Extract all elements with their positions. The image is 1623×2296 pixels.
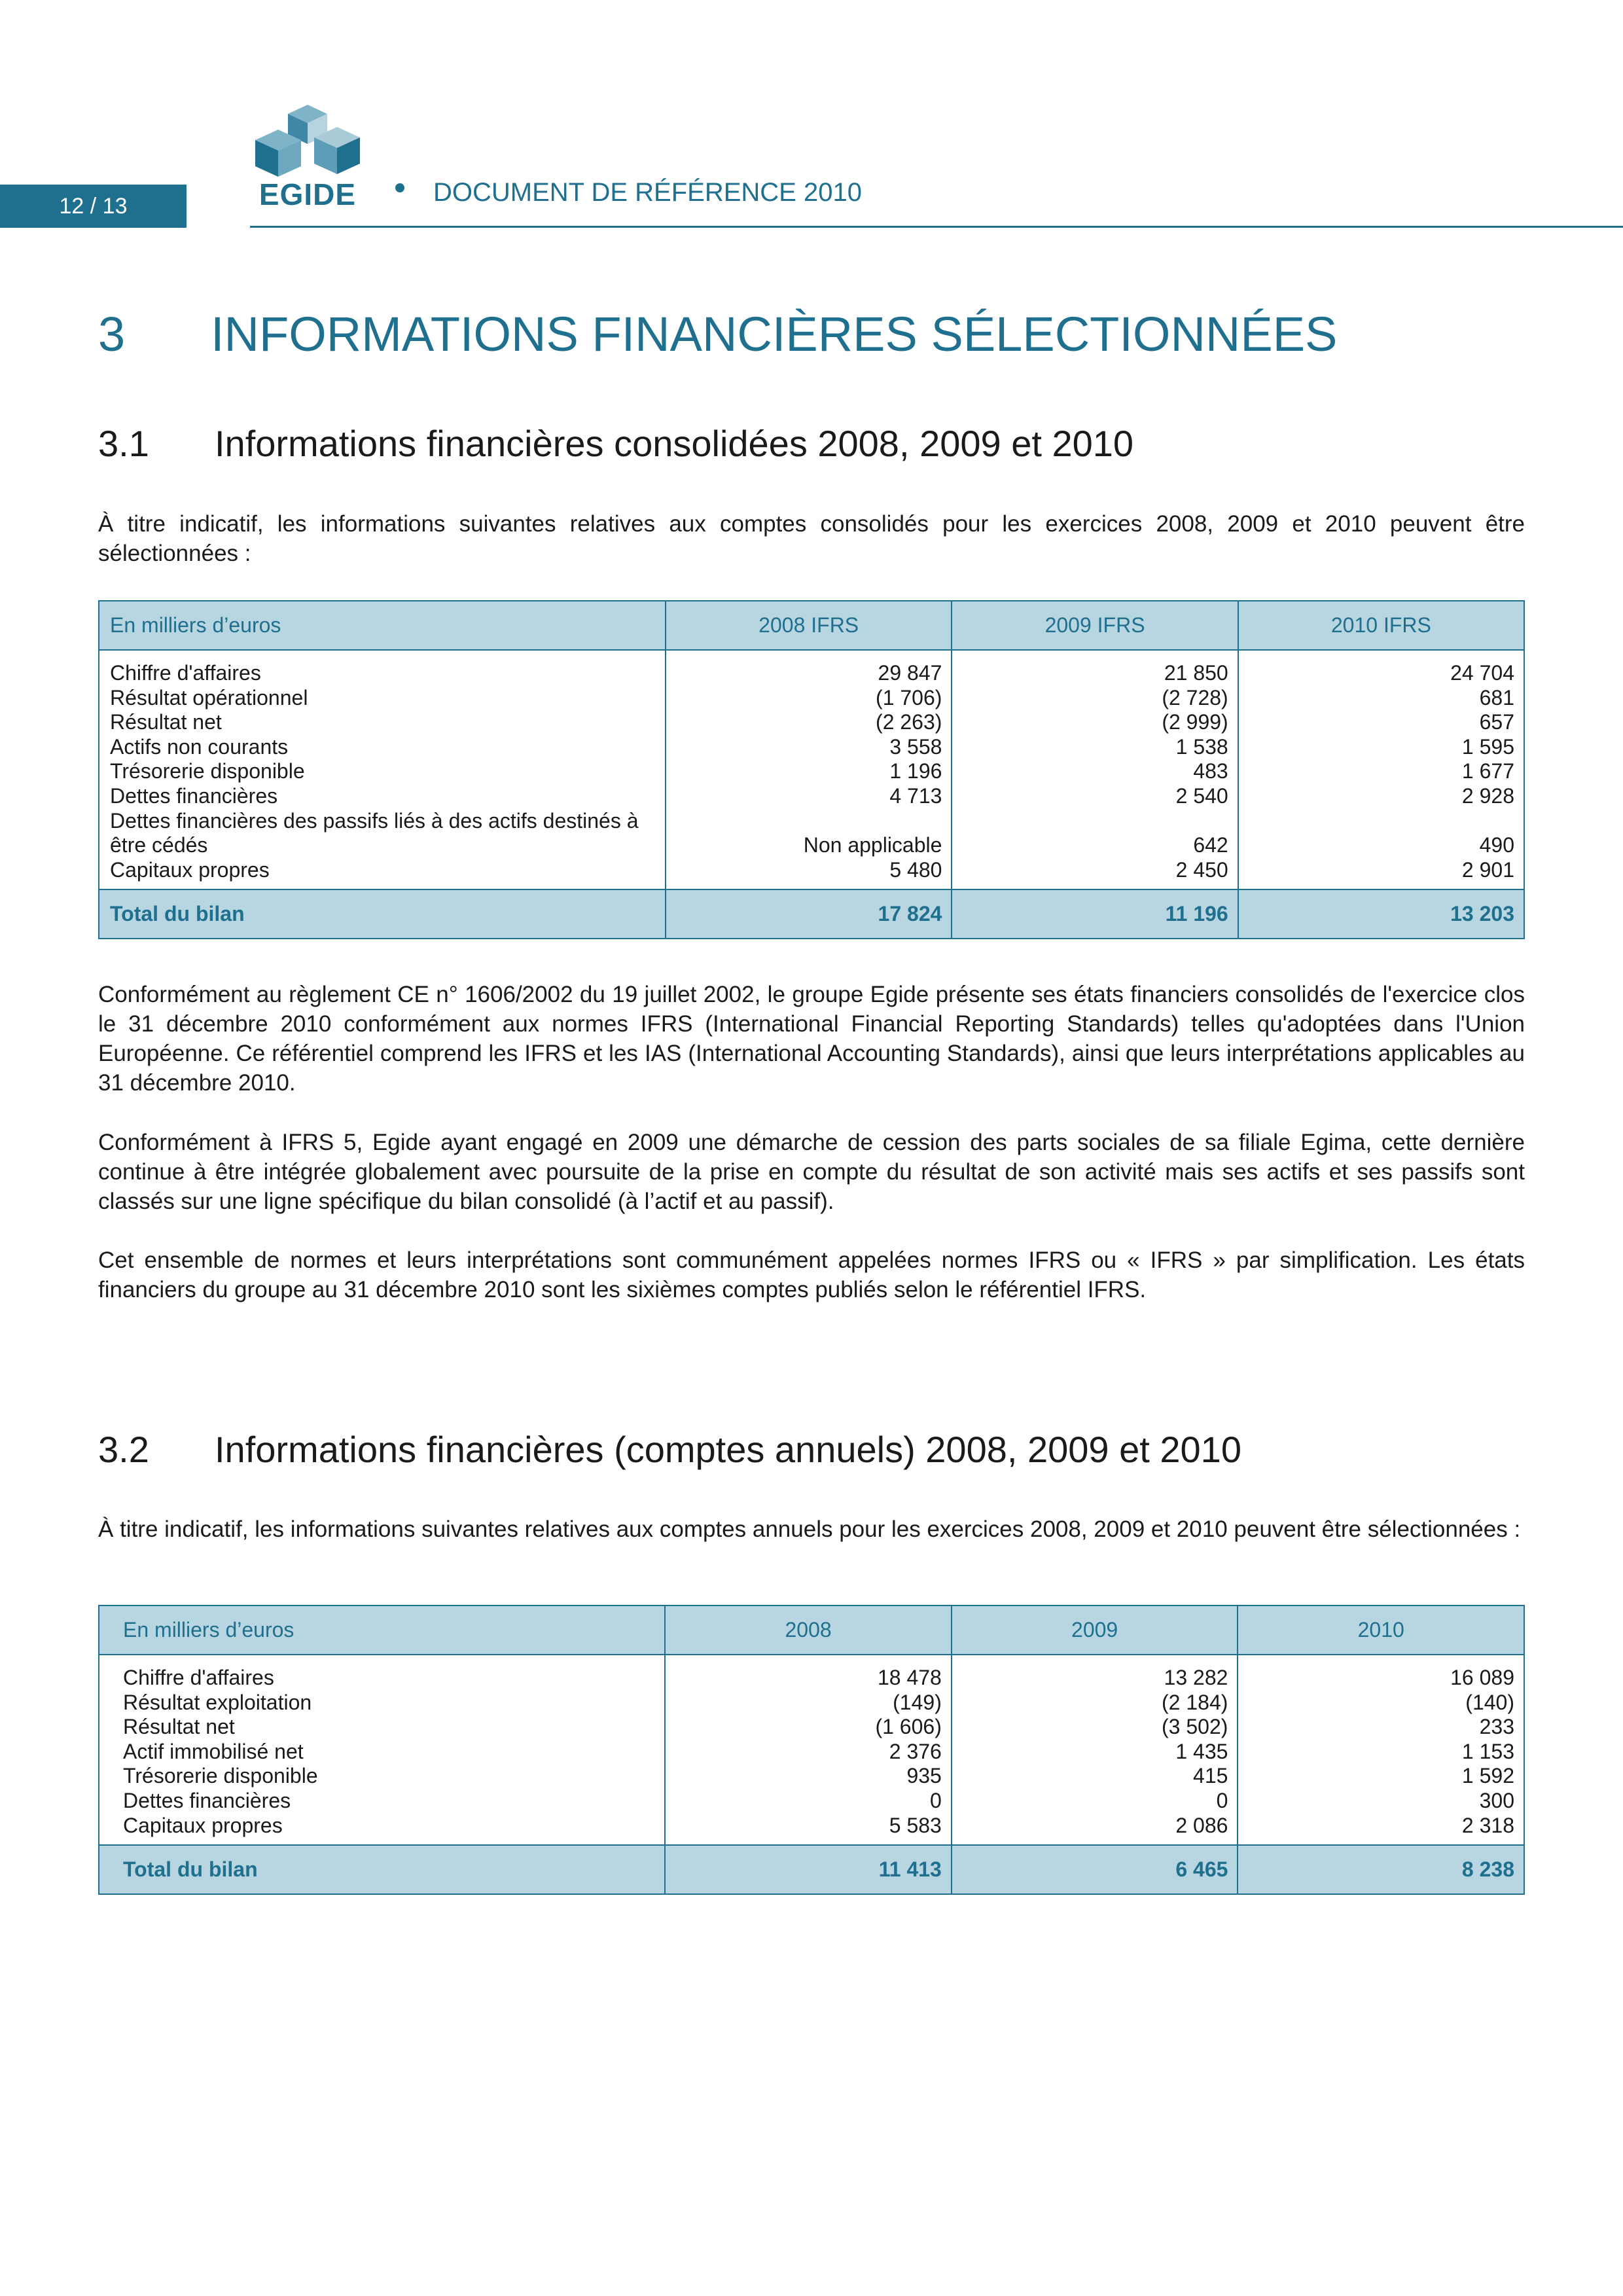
value-cell: 1 538: [1175, 734, 1228, 759]
value-cell: 2 376: [889, 1739, 942, 1763]
row-label: Dettes financières: [110, 783, 278, 808]
total-value: 6 465: [952, 1845, 1238, 1894]
ifrs-paragraph-3: Cet ensemble de normes et leurs interprétations sont communément appelées normes IFRS ou « IFRS » par simplification. Les états financiers du groupe au 31 décembre 2010 sont les sixièmes comptes publiés selon le référentiel IFRS.: [98, 1247, 1525, 1302]
value-cell: 1 677: [1461, 759, 1514, 783]
value-cell: 16 089: [1450, 1666, 1514, 1689]
value-cell: (1 706): [876, 685, 942, 709]
section-3-1-title: Informations financières consolidées 2008, 2009 et 2010: [215, 423, 1134, 464]
section-3-2-number: 3.2: [98, 1429, 149, 1470]
table-header-row: [99, 1605, 1524, 1655]
value-cell: 2 318: [1461, 1813, 1514, 1837]
value-cell: 233: [1479, 1715, 1514, 1739]
value-cell: 0: [930, 1788, 942, 1812]
value-cell: 681: [1479, 685, 1514, 709]
section-3-1-number: 3.1: [98, 423, 149, 464]
value-cell: 2 901: [1461, 857, 1514, 882]
value-cell: 5 583: [889, 1813, 942, 1837]
total-label: Total du bilan: [99, 889, 666, 939]
value-cell: (3 502): [1162, 1715, 1228, 1739]
value-cell: (2 263): [876, 710, 942, 734]
row-label: Résultat exploitation: [123, 1690, 312, 1714]
row-label: Résultat opérationnel: [110, 685, 308, 709]
value-cell: (2 184): [1162, 1690, 1228, 1714]
row-label: Dettes financières des passifs liés à des actifs destinés à: [110, 808, 639, 833]
value-cell: 483: [1193, 759, 1228, 783]
row-label: Trésorerie disponible: [123, 1764, 318, 1788]
value-cell: 1 196: [889, 759, 942, 783]
section-3-2-title: Informations financières (comptes annuels) 2008, 2009 et 2010: [215, 1429, 1241, 1470]
document-title: DOCUMENT DE RÉFÉRENCE 2010: [433, 178, 862, 207]
total-value: 13 203: [1238, 889, 1524, 939]
table-total-row: [99, 1845, 1524, 1894]
value-cell: [666, 809, 942, 834]
value-cell: 0: [1216, 1788, 1228, 1812]
row-label: Actifs non courants: [110, 734, 289, 759]
row-label: Actif immobilisé net: [123, 1739, 304, 1763]
column-header: 2009: [952, 1605, 1238, 1655]
value-cell: (2 728): [1162, 685, 1228, 709]
row-label: Chiffre d'affaires: [123, 1666, 274, 1689]
ifrs-paragraph-1: Conformément au règlement CE n° 1606/2002 du 19 juillet 2002, le groupe Egide présente ses états financiers consolidés de l'exercice clos le 31 décembre 2010 conformément aux normes IFRS (International Financial Reporting Standards) telles qu'adoptées dans l'Union Européenne. Ce référentiel comprend les IFRS et les IAS (International Accounting Standards), ainsi que leurs interprétations applicables au 31 décembre 2010.: [98, 982, 1525, 1096]
value-cell: 4 713: [889, 783, 942, 808]
row-label: Chiffre d'affaires: [110, 661, 261, 685]
total-value: 11 196: [952, 889, 1238, 939]
value-cell: (2 999): [1162, 710, 1228, 734]
row-label: Trésorerie disponible: [110, 759, 305, 783]
value-cell: 3 558: [889, 734, 942, 759]
value-cell: 24 704: [1450, 661, 1514, 685]
column-header: 2008: [665, 1605, 952, 1655]
column-header: En milliers d’euros: [99, 1605, 665, 1655]
total-value: 17 824: [666, 889, 952, 939]
total-label: Total du bilan: [99, 1845, 665, 1894]
value-cell: 1 595: [1461, 734, 1514, 759]
brand-name: EGIDE: [259, 177, 357, 211]
value-cell: 415: [1193, 1764, 1228, 1788]
value-cell: (140): [1465, 1690, 1514, 1714]
section-3-number: 3: [98, 307, 126, 361]
value-cell: 5 480: [889, 857, 942, 882]
value-cell: 1 153: [1461, 1739, 1514, 1763]
table-body: [99, 1655, 1524, 1845]
total-value: 8 238: [1238, 1845, 1524, 1894]
ifrs-paragraph-2: Conformément à IFRS 5, Egide ayant engagé en 2009 une démarche de cession des parts sociales de sa filiale Egima, cette dernière continue à être intégrée globalement avec poursuite de la prise en compte du résultat de son activité mais ses actifs et ses passifs sont classés sur une ligne spécifique du bilan consolidé (à l’actif et au passif).: [98, 1130, 1525, 1214]
value-cell: 642: [1193, 833, 1228, 857]
header-bullet: [395, 183, 404, 192]
col-2010-cell: [1238, 650, 1524, 889]
value-cell: 18 478: [877, 1666, 942, 1689]
value-cell: 935: [906, 1764, 942, 1788]
row-label: Capitaux propres: [110, 857, 270, 882]
col-2010-cell: [1238, 1655, 1524, 1845]
col-2008-cell: [666, 650, 952, 889]
annual-accounts-table: [98, 1605, 1525, 1895]
column-header: 2008 IFRS: [666, 601, 952, 650]
column-header: 2010 IFRS: [1238, 601, 1524, 650]
value-cell: 2 086: [1175, 1813, 1228, 1837]
value-cell: 2 450: [1175, 857, 1228, 882]
value-cell: (1 606): [875, 1715, 942, 1739]
col-2008-cell: [665, 1655, 952, 1845]
value-cell: [1239, 809, 1514, 834]
value-cell: Non applicable: [803, 833, 942, 857]
value-cell: 21 850: [1164, 661, 1228, 685]
col-2009-cell: [952, 1655, 1238, 1845]
value-cell: 657: [1479, 710, 1514, 734]
row-labels-cell: [99, 650, 666, 889]
column-header: 2010: [1238, 1605, 1524, 1655]
consolidated-table: [98, 600, 1525, 939]
row-label: être cédés: [110, 833, 208, 857]
row-label: Capitaux propres: [123, 1813, 283, 1837]
column-header: 2009 IFRS: [952, 601, 1238, 650]
header-rule: [250, 226, 1623, 228]
col-2009-cell: [952, 650, 1238, 889]
row-labels-cell: [99, 1655, 665, 1845]
value-cell: [952, 809, 1228, 834]
table-header-row: [99, 601, 1524, 650]
value-cell: 490: [1479, 833, 1514, 857]
value-cell: 2 928: [1461, 783, 1514, 808]
value-cell: 2 540: [1175, 783, 1228, 808]
table-total-row: [99, 889, 1524, 939]
page-number-badge: 12 / 13: [0, 185, 187, 228]
row-label: Résultat net: [123, 1715, 235, 1739]
total-value: 11 413: [665, 1845, 952, 1894]
value-cell: 13 282: [1164, 1666, 1228, 1689]
value-cell: 29 847: [878, 661, 942, 685]
row-label: Dettes financières: [123, 1788, 291, 1812]
section-3-title: INFORMATIONS FINANCIÈRES SÉLECTIONNÉES: [211, 307, 1338, 361]
value-cell: 1 435: [1175, 1739, 1228, 1763]
section-3-1-intro: À titre indicatif, les informations suivantes relatives aux comptes consolidés pour les exercices 2008, 2009 et 2010 peuvent être sélectionnées :: [98, 511, 1525, 566]
section-3-2-intro: À titre indicatif, les informations suivantes relatives aux comptes annuels pour les exercices 2008, 2009 et 2010 peuvent être sélectionnées :: [98, 1516, 1521, 1542]
column-header: En milliers d’euros: [99, 601, 666, 650]
value-cell: 300: [1479, 1788, 1514, 1812]
table-body: [99, 650, 1524, 889]
value-cell: 1 592: [1461, 1764, 1514, 1788]
value-cell: (149): [893, 1690, 942, 1714]
row-label: Résultat net: [110, 710, 222, 734]
